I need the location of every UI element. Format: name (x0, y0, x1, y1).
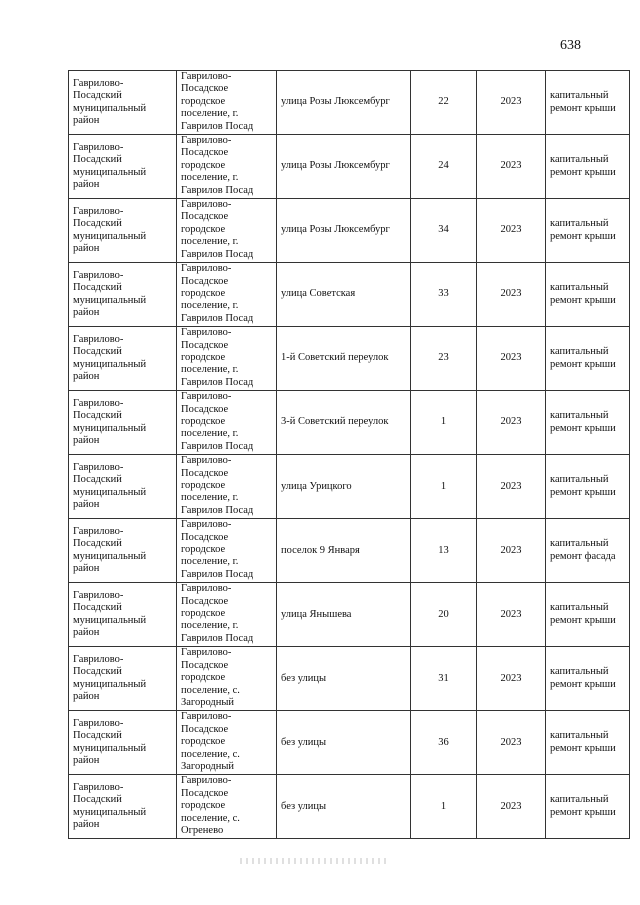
street-cell: без улицы (277, 647, 411, 711)
year-cell: 2023 (477, 519, 546, 583)
district-cell: Гаврилово-Посадский муниципальный район (69, 135, 177, 199)
table-row (69, 647, 630, 711)
district-cell: Гаврилово-Посадский муниципальный район (69, 199, 177, 263)
work-type-cell: капитальный ремонт крыши (546, 263, 630, 327)
district-cell: Гаврилово-Посадский муниципальный район (69, 263, 177, 327)
year-cell: 2023 (477, 199, 546, 263)
street-cell: улица Розы Люксембург (277, 199, 411, 263)
work-type-cell: капитальный ремонт крыши (546, 199, 630, 263)
street-cell: 3-й Советский переулок (277, 391, 411, 455)
table-row (69, 455, 630, 519)
settlement-cell: Гаврилово-Посадское городское поселение, г. Гаврилов Посад (177, 71, 277, 135)
house-number-cell: 31 (411, 647, 477, 711)
table-row (69, 519, 630, 583)
house-number-cell: 34 (411, 199, 477, 263)
table-row (69, 775, 630, 839)
house-number-cell: 24 (411, 135, 477, 199)
district-cell: Гаврилово-Посадский муниципальный район (69, 583, 177, 647)
table-row (69, 583, 630, 647)
year-cell: 2023 (477, 711, 546, 775)
settlement-cell: Гаврилово-Посадское городское поселение, г. Гаврилов Посад (177, 199, 277, 263)
district-cell: Гаврилово-Посадский муниципальный район (69, 775, 177, 839)
settlement-cell: Гаврилово-Посадское городское поселение, с. Загородный (177, 647, 277, 711)
work-type-cell: капитальный ремонт крыши (546, 391, 630, 455)
year-cell: 2023 (477, 327, 546, 391)
table-row (69, 199, 630, 263)
work-type-cell: капитальный ремонт крыши (546, 71, 630, 135)
work-type-cell: капитальный ремонт крыши (546, 327, 630, 391)
settlement-cell: Гаврилово-Посадское городское поселение, г. Гаврилов Посад (177, 455, 277, 519)
settlement-cell: Гаврилово-Посадское городское поселение, г. Гаврилов Посад (177, 327, 277, 391)
house-number-cell: 20 (411, 583, 477, 647)
district-cell: Гаврилово-Посадский муниципальный район (69, 391, 177, 455)
district-cell: Гаврилово-Посадский муниципальный район (69, 647, 177, 711)
street-cell: без улицы (277, 711, 411, 775)
street-cell: улица Розы Люксембург (277, 135, 411, 199)
year-cell: 2023 (477, 583, 546, 647)
work-type-cell: капитальный ремонт фасада (546, 519, 630, 583)
year-cell: 2023 (477, 71, 546, 135)
house-number-cell: 36 (411, 711, 477, 775)
settlement-cell: Гаврилово-Посадское городское поселение, г. Гаврилов Посад (177, 519, 277, 583)
table-row (69, 263, 630, 327)
settlement-cell: Гаврилово-Посадское городское поселение, г. Гаврилов Посад (177, 263, 277, 327)
table-row (69, 135, 630, 199)
district-cell: Гаврилово-Посадский муниципальный район (69, 327, 177, 391)
year-cell: 2023 (477, 391, 546, 455)
work-type-cell: капитальный ремонт крыши (546, 711, 630, 775)
street-cell: улица Урицкого (277, 455, 411, 519)
district-cell: Гаврилово-Посадский муниципальный район (69, 71, 177, 135)
street-cell: поселок 9 Января (277, 519, 411, 583)
district-cell: Гаврилово-Посадский муниципальный район (69, 519, 177, 583)
year-cell: 2023 (477, 775, 546, 839)
year-cell: 2023 (477, 647, 546, 711)
house-number-cell: 1 (411, 455, 477, 519)
district-cell: Гаврилово-Посадский муниципальный район (69, 455, 177, 519)
table-row (69, 71, 630, 135)
work-type-cell: капитальный ремонт крыши (546, 455, 630, 519)
settlement-cell: Гаврилово-Посадское городское поселение, с. Огренево (177, 775, 277, 839)
scan-artifact (240, 858, 390, 864)
year-cell: 2023 (477, 263, 546, 327)
house-number-cell: 1 (411, 775, 477, 839)
settlement-cell: Гаврилово-Посадское городское поселение, г. Гаврилов Посад (177, 391, 277, 455)
settlement-cell: Гаврилово-Посадское городское поселение, с. Загородный (177, 711, 277, 775)
street-cell: без улицы (277, 775, 411, 839)
housing-repair-table (68, 70, 630, 839)
work-type-cell: капитальный ремонт крыши (546, 775, 630, 839)
street-cell: улица Советская (277, 263, 411, 327)
year-cell: 2023 (477, 455, 546, 519)
settlement-cell: Гаврилово-Посадское городское поселение, г. Гаврилов Посад (177, 583, 277, 647)
work-type-cell: капитальный ремонт крыши (546, 583, 630, 647)
page-number: 638 (560, 38, 581, 53)
work-type-cell: капитальный ремонт крыши (546, 647, 630, 711)
year-cell: 2023 (477, 135, 546, 199)
work-type-cell: капитальный ремонт крыши (546, 135, 630, 199)
house-number-cell: 13 (411, 519, 477, 583)
table-row (69, 711, 630, 775)
house-number-cell: 22 (411, 71, 477, 135)
district-cell: Гаврилово-Посадский муниципальный район (69, 711, 177, 775)
house-number-cell: 33 (411, 263, 477, 327)
table-row (69, 327, 630, 391)
street-cell: улица Янышева (277, 583, 411, 647)
street-cell: улица Розы Люксембург (277, 71, 411, 135)
street-cell: 1-й Советский переулок (277, 327, 411, 391)
table-row (69, 391, 630, 455)
house-number-cell: 1 (411, 391, 477, 455)
settlement-cell: Гаврилово-Посадское городское поселение, г. Гаврилов Посад (177, 135, 277, 199)
house-number-cell: 23 (411, 327, 477, 391)
